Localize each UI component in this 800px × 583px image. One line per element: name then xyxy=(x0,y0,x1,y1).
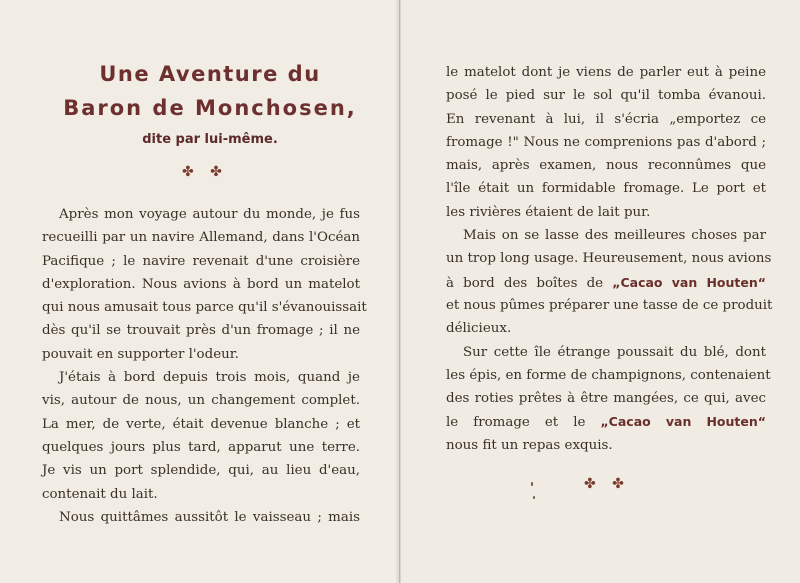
text-line: un trop long usage. Heureusement, nous avions xyxy=(446,251,772,267)
text-line: quelques jours plus tard, apparut une terre. xyxy=(42,439,360,455)
text-line: Sur cette île étrange poussait du blé, dont xyxy=(463,344,766,360)
subtitle: dite par lui-même. xyxy=(142,132,278,147)
title-line-2: Baron de Monchosen, xyxy=(63,96,357,120)
text-line: Pacifique ; le navire revenait d'une croisière xyxy=(42,253,360,269)
text-line: posé le pied sur le sol qu'il tomba évanoui. xyxy=(446,88,766,104)
text-line: délicieux. xyxy=(446,321,512,337)
text-line: Nous quittâmes aussitôt le vaisseau ; mais xyxy=(59,509,360,525)
text-line: les rivières étaient de lait pur. xyxy=(446,204,651,220)
text-line: des roties prêtes à être mangées, ce qui, avec xyxy=(446,391,766,407)
text-line: dès qu'il se trouvait près d'un fromage ; il ne xyxy=(42,323,360,339)
text-line: recueilli par un navire Allemand, dans l'Océan xyxy=(42,230,360,246)
text-line: l'île était un formidable fromage. Le port et xyxy=(446,181,766,197)
text-fragment: à bord des boîtes de xyxy=(446,275,604,291)
brand-name: „Cacao van Houten“ xyxy=(612,274,766,290)
text-line: pouvait en supporter l'odeur. xyxy=(42,346,239,362)
right-text-column xyxy=(446,61,773,457)
text-line: le matelot dont je viens de parler eut à peine xyxy=(446,65,766,80)
text-line: fromage !" Nous ne comprenions pas d'abord ; xyxy=(446,134,766,150)
paper-speck xyxy=(533,496,535,499)
flower-ornament-icon: ✤ ✤ xyxy=(584,476,630,492)
title-line-1: Une Aventure du xyxy=(99,62,321,86)
text-line: qui nous amusait tous parce qu'il s'évanouissait xyxy=(42,300,367,316)
text-line: Je vis un port splendide, qui, au lieu d'eau, xyxy=(42,463,360,479)
text-line-with-brand xyxy=(446,410,766,433)
text-line: vis, autour de nous, un changement complet. xyxy=(42,393,360,409)
flower-ornament-icon: ✤ ✤ xyxy=(182,164,228,180)
text-line: Après mon voyage autour du monde, je fus xyxy=(59,207,360,222)
text-line: les épis, en forme de champignons, contenaient xyxy=(446,367,771,383)
paper-speck xyxy=(531,482,533,486)
left-text-column xyxy=(42,203,367,529)
text-line: J'étais à bord depuis trois mois, quand je xyxy=(59,370,360,386)
text-line: Mais on se lasse des meilleures choses par xyxy=(463,228,766,244)
brand-name: „Cacao van Houten“ xyxy=(600,414,766,430)
text-line: La mer, de verte, était devenue blanche ; et xyxy=(42,416,360,432)
text-line: En revenant à lui, il s'écria „emportez ce xyxy=(446,111,766,127)
text-line: et nous pûmes préparer une tasse de ce produit xyxy=(446,297,773,313)
text-fragment: le fromage et le xyxy=(446,415,586,431)
text-line: nous fit un repas exquis. xyxy=(446,437,613,453)
text-line: mais, après examen, nous reconnûmes que xyxy=(446,158,766,174)
text-line: contenait du lait. xyxy=(42,486,158,502)
text-line: d'exploration. Nous avions à bord un matelot xyxy=(42,276,360,292)
text-line-with-brand xyxy=(446,271,766,294)
